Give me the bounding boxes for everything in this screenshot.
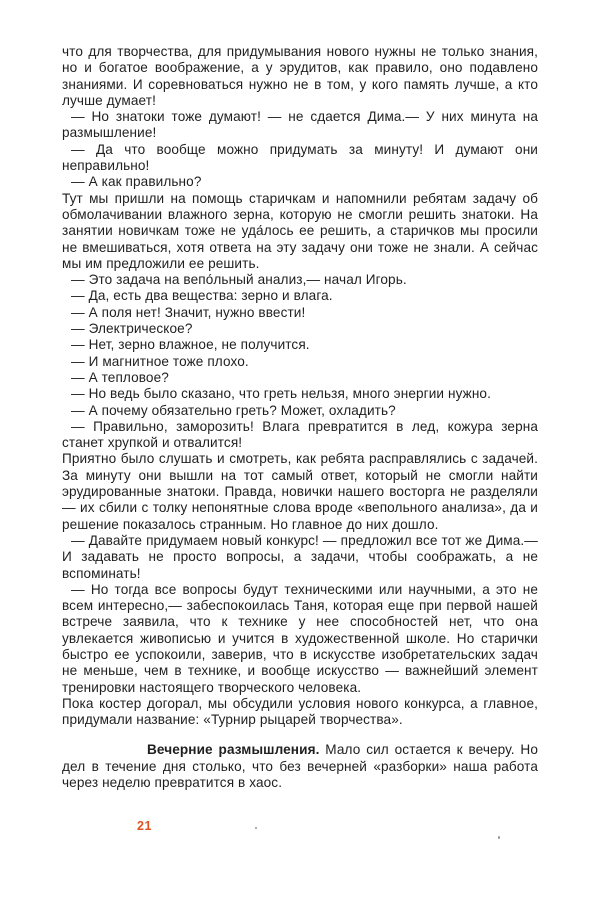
dialogue-line: — Но знатоки тоже думают! — не сдается Дима.— У них минута на размышление! <box>62 109 538 141</box>
body-paragraph: Приятно было слушать и смотреть, как ребята расправлялись с задачей. За минуту они вышли на тот самый ответ, который не смогли найти эрудированные знатоки. Правда, новички нашего восторга не разделяли — их сбили с толку непонятные слова вроде «вепольного анализа», да и решение показалось странным. Но главное до них дошло. <box>62 451 538 532</box>
dialogue-line: — И магнитное тоже плохо. <box>71 353 249 369</box>
scan-speck <box>255 827 257 829</box>
dialogue-line: — Но ведь было сказано, что греть нельзя, много энергии нужно. <box>71 386 491 402</box>
dialogue-line: — А почему обязательно греть? Может, охладить? <box>71 402 396 418</box>
dialogue-line: — Да что вообще можно придумать за минуту! И думают они неправильно! <box>62 141 538 174</box>
dialogue-line: — Это задача на вепо́льный анализ,— начал Игорь. <box>71 272 407 288</box>
dialogue-line: — Нет, зерно влажное, не получится. <box>71 337 310 353</box>
body-paragraph: Тут мы пришли на помощь старичкам и напомнили ребятам задачу об обмолачивании влажного зерна, которую не смогли решить знатоки. На занятии новичкам тоже не уда́лось ее решить, а старичков мы просили не вмешиваться, хотя ответа на эту задачу они тоже не знали. А сейчас мы им предложили ее решить. <box>62 190 538 271</box>
section-lead: Вечерние размышления. <box>147 742 320 758</box>
body-paragraph: Пока костер догорал, мы обсудили условия нового конкурса, а главное, придумали название: «Турнир рыцарей творчества». <box>62 695 538 728</box>
dialogue-line: — А тепловое? <box>71 369 169 385</box>
dialogue-line: — Электрическое? <box>71 321 193 337</box>
scan-speck <box>498 836 500 839</box>
dialogue-line: — Да, есть два вещества: зерно и влага. <box>71 288 333 304</box>
dialogue-line: — Но тогда все вопросы будут техническими или научными, а это не всем интересно,— забеспокоилась Таня, которая еще при первой нашей встрече заявила, что к технике у нее способностей нет, что она увлекается живописью и учится в художественной школе. Но старички быстро ее успокоили, заверив, что в искусстве изобретательских задач не меньше, чем в технике, и вообще искусство — важнейший элемент тренировки настоящего творческого человека. <box>62 581 538 695</box>
page-text <box>62 44 538 791</box>
page-number: 21 <box>137 819 152 833</box>
section-paragraph: Вечерние размышления. Мало сил остается к вечеру. Но дел в течение дня столько, что без вечерней «разборки» наша работа через неделю превратится в хаос. <box>62 742 538 791</box>
dialogue-line: — Правильно, заморозить! Влага превратится в лед, кожура зерна станет хрупкой и отвалится! <box>62 418 538 451</box>
dialogue-line: — А поля нет! Значит, нужно ввести! <box>71 304 306 320</box>
dialogue-line: — А как правильно? <box>71 174 202 190</box>
body-paragraph: что для творчества, для придумывания нового нужны не только знания, но и богатое воображение, а у эрудитов, как правило, оно подавлено знаниями. И соревноваться нужно не в том, у кого память лучше, а кто лучше думает! <box>62 44 538 108</box>
dialogue-line: — Давайте придумаем новый конкурс! — предложил все тот же Дима.— И задавать не просто вопросы, а задачи, чтобы соображать, а не вспоминать! <box>62 532 538 581</box>
